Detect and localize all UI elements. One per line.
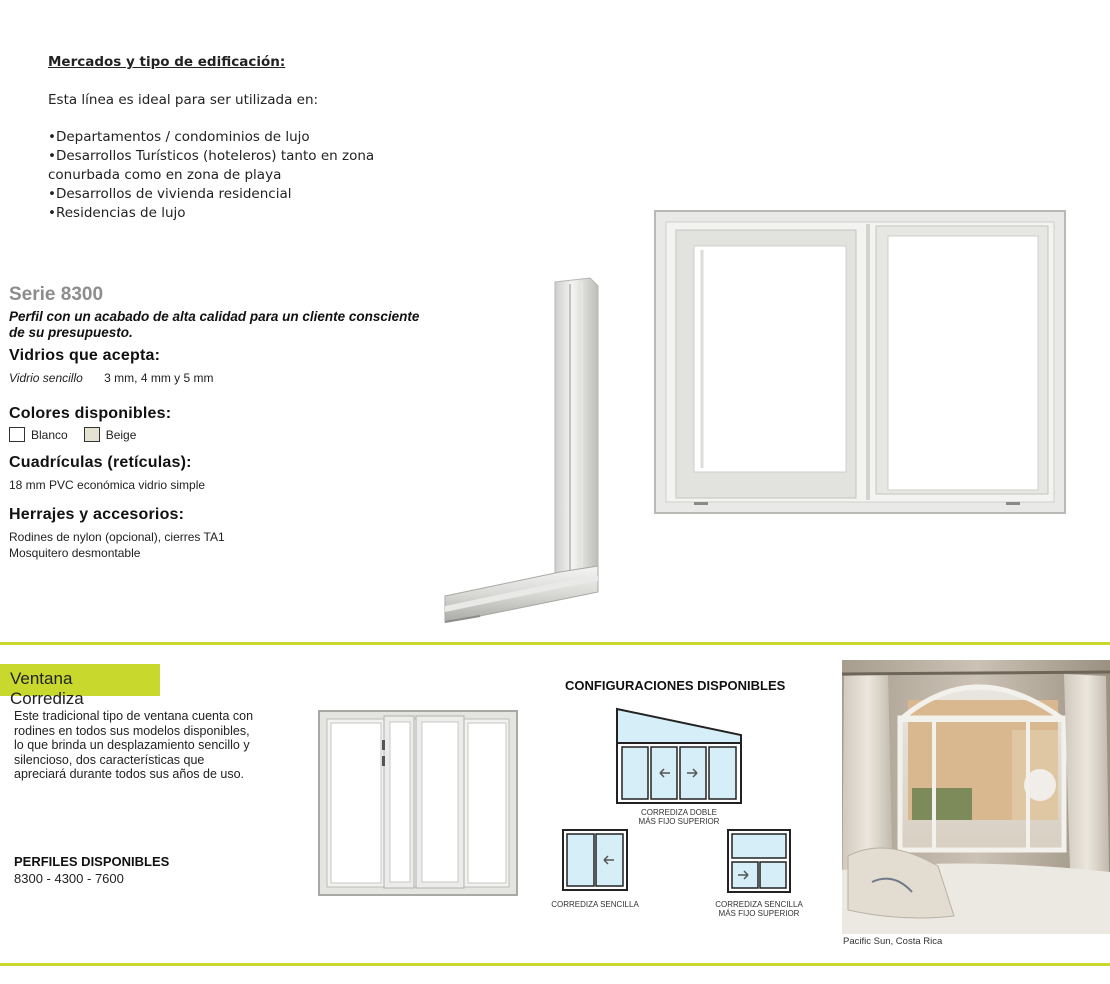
markets-subtitle: Esta línea es ideal para ser utilizada en:: [48, 92, 319, 108]
description-line: apreciará durante todos sus años de uso.: [14, 767, 245, 781]
glass-type: Vidrio sencillo: [9, 371, 83, 385]
markets-item: conurbada como en zona de playa: [48, 167, 282, 183]
profile-corner-image: [440, 276, 605, 628]
ventana-corrediza-badge: Ventana Corrediza: [0, 664, 160, 696]
room-window-photo: [842, 660, 1110, 934]
section-divider: [0, 642, 1110, 645]
config-label: [622, 808, 736, 826]
markets-item: •Departamentos / condominios de lujo: [48, 129, 310, 145]
config-label-line: CORREDIZA DOBLE: [640, 808, 717, 817]
config-label-line: MÁS FIJO SUPERIOR: [638, 817, 720, 826]
grid-text: 18 mm PVC económica vidrio simple: [9, 478, 206, 492]
color-options: [9, 427, 489, 442]
serie-spec-block: [9, 284, 489, 560]
description-line: lo que brinda un desplazamiento sencillo y: [14, 738, 250, 752]
serie-title: Serie 8300: [9, 284, 104, 305]
config-single-slider-fixed-top: [726, 828, 792, 894]
description-line: rodines en todos sus modelos disponibles,: [14, 723, 250, 738]
markets-item: •Desarrollos Turísticos (hoteleros) tanto en zona: [48, 148, 375, 164]
description-line: silencioso, dos características que: [14, 752, 205, 767]
config-label-line: MÁS FIJO SUPERIOR: [718, 909, 800, 918]
glass-heading: Vidrios que acepta:: [9, 347, 161, 364]
markets-item: •Residencias de lujo: [48, 205, 186, 221]
white-swatch: [9, 427, 25, 442]
color-label: Blanco: [31, 427, 68, 442]
glass-sizes: 3 mm, 4 mm y 5 mm: [104, 371, 214, 385]
profiles-heading: PERFILES DISPONIBLES: [14, 854, 170, 869]
config-label: [709, 900, 809, 918]
markets-intro: [48, 54, 408, 223]
color-label: Beige: [105, 427, 137, 442]
window-8300-image: [654, 210, 1066, 514]
hardware-line: Mosquitero desmontable: [9, 546, 141, 560]
description-line: Este tradicional tipo de ventana cuenta con: [14, 709, 254, 723]
beige-swatch: [84, 427, 100, 442]
markets-item: •Desarrollos de vivienda residencial: [48, 186, 292, 202]
serie-tagline: [9, 309, 489, 341]
config-double-slider-fixed-top: [615, 707, 743, 805]
config-label: CORREDIZA SENCILLA: [551, 900, 639, 909]
photo-caption: Pacific Sun, Costa Rica: [843, 936, 943, 947]
configurations-title: CONFIGURACIONES DISPONIBLES: [565, 678, 786, 693]
grid-heading: Cuadrículas (retículas):: [9, 454, 192, 471]
available-profiles: [14, 854, 169, 886]
glass-spec: [9, 371, 489, 385]
markets-heading: Mercados y tipo de edificación:: [48, 54, 286, 70]
serie-tagline-line: de su presupuesto.: [9, 325, 133, 340]
hardware-line: Rodines de nylon (opcional), cierres TA1: [9, 530, 225, 544]
hardware-heading: Herrajes y accesorios:: [9, 506, 185, 523]
corrediza-description: [14, 709, 284, 782]
config-single-slider: [561, 828, 629, 892]
section-divider: [0, 963, 1110, 966]
config-label-line: CORREDIZA SENCILLA: [715, 900, 803, 909]
serie-tagline-line: Perfil con un acabado de alta calidad para un cliente consciente: [9, 309, 420, 324]
sliding-window-image: [318, 710, 518, 896]
colors-heading: Colores disponibles:: [9, 405, 172, 422]
profiles-value: 8300 - 4300 - 7600: [14, 871, 124, 886]
